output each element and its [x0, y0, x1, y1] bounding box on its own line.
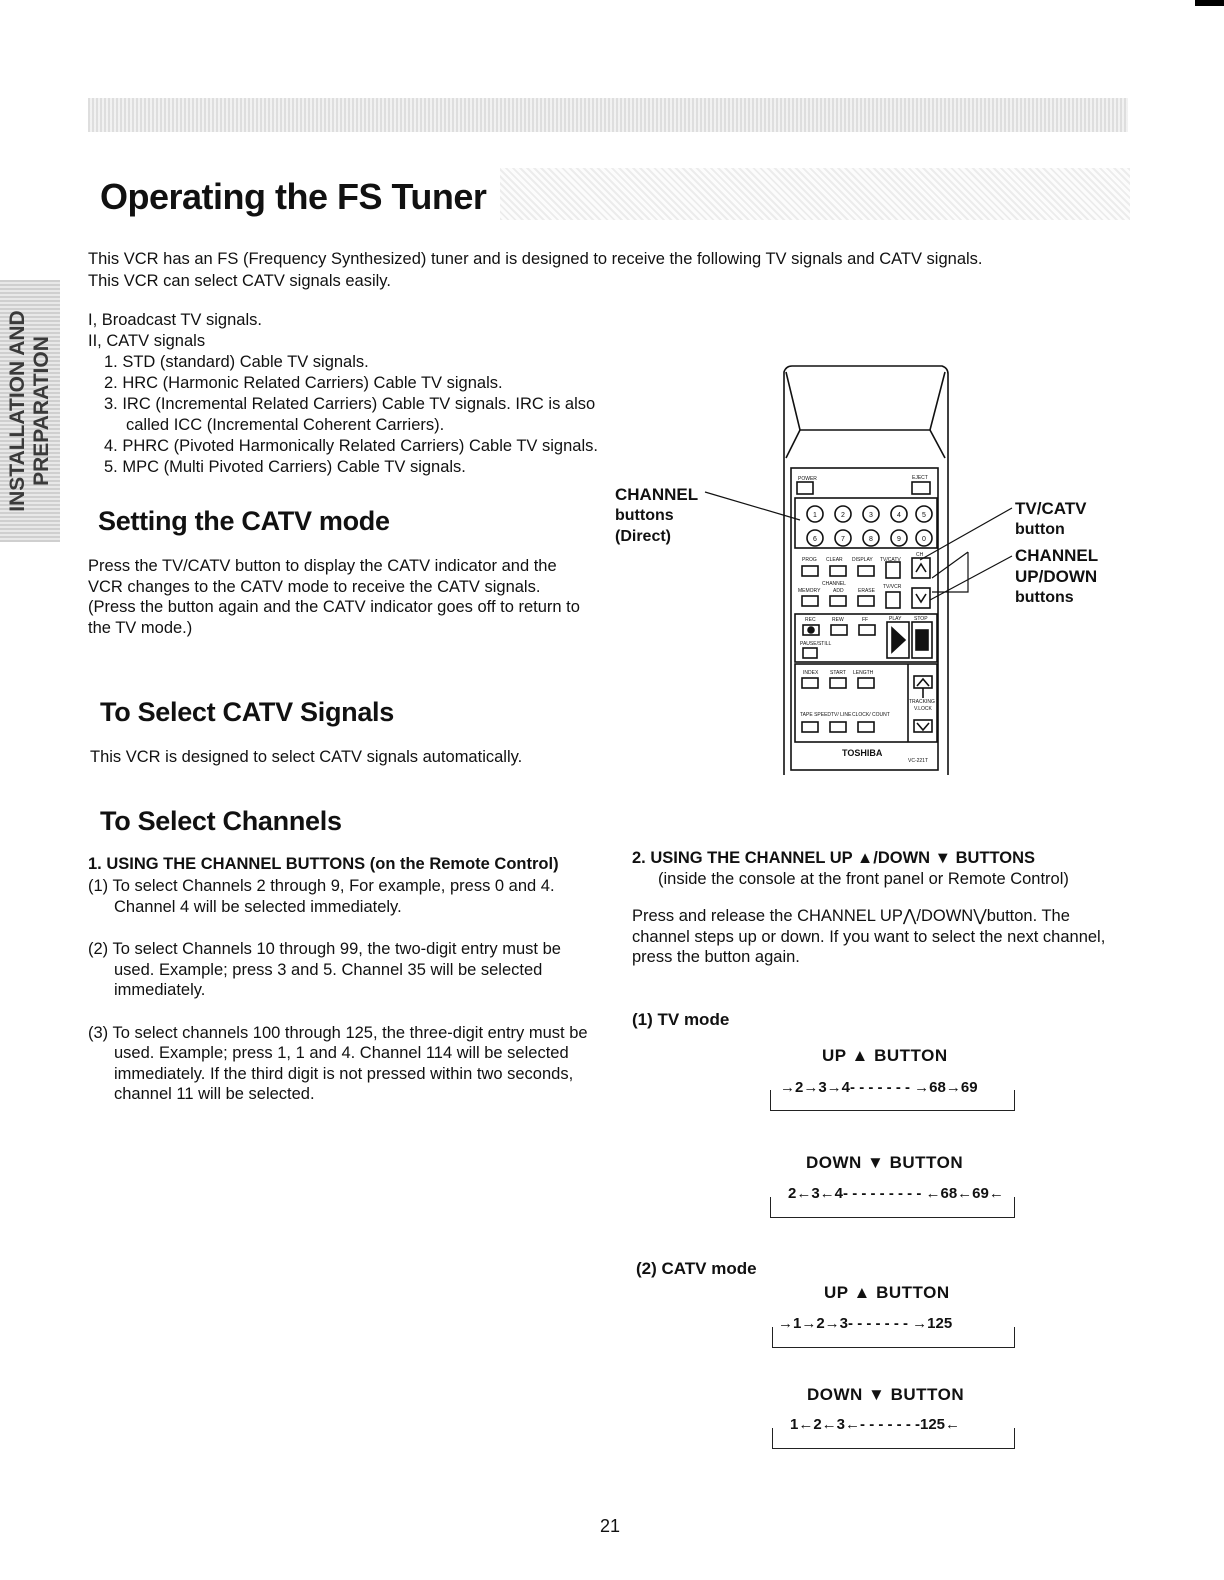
- callout-channel-direct: CHANNEL buttons (Direct): [615, 485, 699, 545]
- digit-label: 6: [813, 536, 817, 543]
- down-chevron-icon: [916, 594, 926, 602]
- list-item: 5. MPC (Multi Pivoted Carriers) Cable TV signals.: [104, 458, 466, 476]
- list-item: 2. HRC (Harmonic Related Carriers) Cable TV signals.: [104, 374, 503, 392]
- remote-text-play: PLAY: [889, 616, 902, 622]
- header-band: [88, 98, 1128, 132]
- page-title: Operating the FS Tuner: [100, 176, 487, 217]
- remote-text-stop: STOP: [914, 616, 928, 622]
- digit-label: 5: [922, 512, 926, 519]
- remote-brand: TOSHIBA: [842, 748, 883, 758]
- intro-text: This VCR has an FS (Frequency Synthesized) tuner and is designed to receive the following TV signals and CATV signals. This VCR can select CATV signals easily.: [88, 250, 983, 290]
- signal-item: II, CATV signals: [88, 332, 206, 350]
- channel-down-button: [912, 588, 930, 608]
- remote-text-rec: REC: [805, 617, 816, 623]
- transport-buttons: [803, 622, 932, 658]
- remote-text-clock-count: CLOCK/ COUNT: [852, 712, 890, 718]
- channel-buttons-section: [88, 855, 593, 1127]
- list-item: 3. IRC (Incremental Related Carriers) Cable TV signals. IRC is also called ICC (Incremental Coherent Carriers).: [104, 395, 596, 434]
- tracking-down-icon: [917, 723, 929, 730]
- callout-leader-lines: [705, 492, 1012, 600]
- step-item: (3) To select channels 100 through 125, the three-digit entry must be used. Example; press 1, 1 and 4. Channel 114 will be selected immediately. If the third digit is not pressed within two seconds, channel 11 will be selected.: [88, 1023, 588, 1103]
- remote-control-illustration: [600, 360, 1030, 780]
- remote-text-tvcatv: TV/CATV: [880, 557, 901, 563]
- remote-text-tape-speed: TAPE SPEED: [800, 712, 832, 718]
- remote-text-add: ADD: [833, 588, 844, 594]
- remote-text-ch: CH: [916, 552, 924, 558]
- title-band: [500, 168, 1130, 220]
- remote-text-memory: MEMORY: [798, 588, 821, 594]
- tv-down-label: DOWN ▼ BUTTON: [806, 1153, 964, 1172]
- remote-text-start: START: [830, 670, 846, 676]
- remote-text-channel: CHANNEL: [822, 581, 846, 587]
- tracking-up-icon: [917, 679, 929, 686]
- catv-down-label: DOWN ▼ BUTTON: [807, 1385, 965, 1404]
- catv-down-sequence: 1←2←3←- - - - - - -125←: [790, 1416, 961, 1433]
- updown-text: Press and release the CHANNEL UP⋀/DOWN⋁button. The channel steps up or down. If you want to select the next channel, press the button again.: [632, 907, 1106, 966]
- digit-label: 7: [841, 536, 845, 543]
- step-item: (2) To select Channels 10 through 99, the two-digit entry must be used. Example; press 3 and 5. Channel 35 will be selected immediately.: [88, 940, 561, 999]
- remote-text-clear: CLEAR: [826, 557, 843, 563]
- tv-up-label: UP ▲ BUTTON: [822, 1046, 948, 1065]
- catv-mode-text: Press the TV/CATV button to display the CATV indicator and the VCR changes to the CATV mode to receive the CATV signals. (Press the button again and the CATV indicator goes off to return to the TV mode.): [88, 557, 580, 637]
- remote-text-tracking: TRACKING: [909, 699, 935, 705]
- remote-text-index: INDEX: [803, 670, 819, 676]
- remote-text-tv-line: TV/ LINE: [831, 712, 852, 718]
- digit-label: 4: [897, 512, 901, 519]
- section-title: 2. USING THE CHANNEL UP ▲/DOWN ▼ BUTTONS (inside the console at the front panel or Remote Control): [632, 849, 1069, 888]
- channel-updown-section: [632, 848, 1132, 968]
- remote-text-tvvcr: TV/VCR: [883, 584, 902, 590]
- remote-model: VC-221T: [908, 758, 929, 764]
- callout-channel-updown: CHANNEL UP/DOWN buttons: [1015, 546, 1099, 606]
- remote-text-ff: FF: [862, 617, 869, 623]
- remote-text-erase: ERASE: [858, 588, 875, 594]
- digit-label: 8: [869, 536, 873, 543]
- catv-up-loop: [772, 1327, 1015, 1348]
- remote-text-display: DISPLAY: [852, 557, 873, 563]
- digit-label: 0: [922, 536, 926, 543]
- section-title: 1. USING THE CHANNEL BUTTONS (on the Remote Control): [88, 855, 559, 873]
- remote-text-prog: PROG: [802, 557, 817, 563]
- select-catv-text: This VCR is designed to select CATV signals automatically.: [90, 748, 523, 766]
- remote-text-vlock: V.LOCK: [914, 706, 932, 712]
- remote-top-edge: [786, 372, 945, 430]
- remote-text-length: LENGTH: [853, 670, 874, 676]
- digit-label: 3: [869, 512, 873, 519]
- catv-up-label: UP ▲ BUTTON: [824, 1283, 950, 1302]
- step-item: (1) To select Channels 2 through 9, For example, press 0 and 4. Channel 4 will be selected immediately.: [88, 877, 555, 916]
- remote-bevel: [786, 430, 945, 458]
- up-chevron-icon: [916, 564, 926, 572]
- digit-label: 1: [813, 512, 817, 519]
- select-channels-heading: To Select Channels: [100, 806, 342, 836]
- play-icon: [892, 628, 905, 652]
- list-item: 1. STD (standard) Cable TV signals.: [104, 353, 369, 371]
- side-tab: [0, 280, 60, 542]
- remote-text-rew: REW: [832, 617, 844, 623]
- catv-signal-list: [88, 352, 598, 478]
- catv-mode-heading: Setting the CATV mode: [98, 506, 390, 536]
- tv-up-sequence: →2→3→4- - - - - - - →68→69: [780, 1079, 978, 1096]
- corner-mark: [1195, 0, 1224, 6]
- tv-down-sequence: 2←3←4- - - - - - - - - ←68←69←: [788, 1185, 1004, 1202]
- remote-text-power: POWER: [798, 476, 817, 482]
- remote-text-pause: PAUSE/STILL: [800, 641, 832, 647]
- callout-tvcatv: TV/CATV button: [1015, 499, 1087, 538]
- channel-up-button: [912, 558, 930, 578]
- tv-down-loop: [770, 1197, 1015, 1218]
- side-tab-label: INSTALLATION AND PREPARATION: [6, 310, 53, 512]
- remote-text-eject: EJECT: [912, 475, 928, 481]
- tv-up-loop: [770, 1090, 1015, 1111]
- catv-down-loop: [772, 1428, 1015, 1449]
- stop-icon: [916, 630, 928, 650]
- list-item: 4. PHRC (Pivoted Harmonically Related Carriers) Cable TV signals.: [104, 437, 598, 455]
- tv-mode-label: (1) TV mode: [632, 1010, 730, 1029]
- eject-button: [912, 482, 930, 494]
- catv-up-sequence: →1→2→3- - - - - - - →125: [778, 1315, 953, 1332]
- catv-mode-label: (2) CATV mode: [636, 1259, 757, 1278]
- power-button: [797, 482, 813, 494]
- signal-item: I, Broadcast TV signals.: [88, 311, 262, 329]
- page-number: 21: [600, 1516, 621, 1536]
- digit-label: 2: [841, 512, 845, 519]
- signal-list: [88, 310, 598, 478]
- record-icon: [808, 627, 814, 633]
- select-catv-heading: To Select CATV Signals: [100, 697, 394, 727]
- digit-label: 9: [897, 536, 901, 543]
